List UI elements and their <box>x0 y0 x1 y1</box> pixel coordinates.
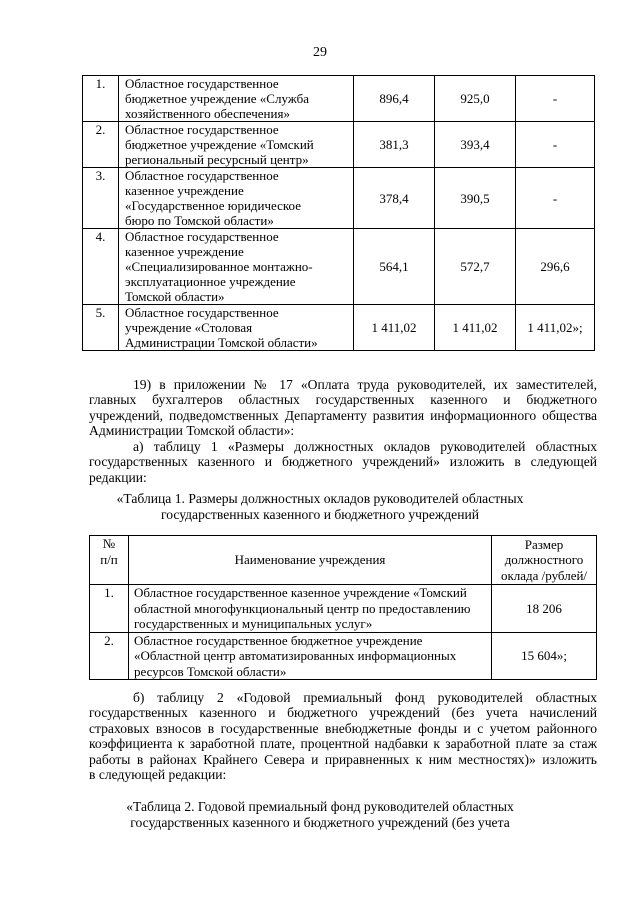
institution-name-line: бюджетное учреждение «Томский <box>125 137 314 152</box>
value-cell: - <box>516 168 595 229</box>
value-cell: 1 411,02 <box>435 305 516 351</box>
institution-name-line: казенное учреждение <box>125 244 244 259</box>
table-row <box>83 122 595 168</box>
value-cell: 572,7 <box>435 229 516 305</box>
salary-table <box>89 535 597 680</box>
table-row <box>90 585 597 633</box>
institution-name-line: Областное государственное <box>125 305 279 320</box>
institution-name-line: хозяйственного обеспечения» <box>125 106 290 121</box>
institution-name-line: государственных и муниципальных услуг» <box>134 616 373 631</box>
institution-name-line: ресурсов Томской области» <box>134 663 287 679</box>
institution-name-line: Областное государственное казенное учреждение «Томский <box>134 585 467 600</box>
row-number: 1. <box>90 585 129 633</box>
paragraph-line: а) таблицу 1 «Размеры должностных окладов руководителей областных <box>133 439 597 454</box>
caption-line: государственных казенного и бюджетного учреждений <box>160 507 480 522</box>
table-1-caption <box>0 491 640 523</box>
row-number: 1. <box>83 76 119 122</box>
row-number: 3. <box>83 168 119 229</box>
paragraph-line: 19) в приложении № 17 «Оплата труда руководителей, их заместителей, <box>133 377 597 392</box>
institution-name-line: Областное государственное <box>125 76 279 91</box>
value-cell: 896,4 <box>354 76 435 122</box>
paragraph-line: государственных казенного и бюджетного учреждений (без учета начислений <box>89 705 597 721</box>
caption-line: государственных казенного и бюджетного учреждений (без учета <box>130 815 510 830</box>
value-cell: 1 411,02»; <box>516 305 595 351</box>
table-row <box>83 229 595 305</box>
paragraph-19 <box>89 377 597 439</box>
institution-name <box>119 122 354 168</box>
institution-name-line: «Государственное юридическое <box>125 198 301 213</box>
institution-name-line: Областное государственное <box>125 229 279 244</box>
paragraph-b <box>89 690 597 782</box>
paragraph-line: б) таблицу 2 «Годовой премиальный фонд руководителей областных <box>133 690 597 705</box>
institution-name-line: учреждение «Столовая <box>125 320 253 335</box>
institution-name <box>129 585 492 633</box>
header-name: Наименование учреждения <box>129 536 492 585</box>
institution-name <box>119 305 354 351</box>
value-cell: 564,1 <box>354 229 435 305</box>
paragraph-line: государственных казенного и бюджетного учреждений» изложить в следующей <box>89 454 597 470</box>
table-row <box>90 632 597 680</box>
header-number-line: № <box>102 536 116 551</box>
value-cell: 296,6 <box>516 229 595 305</box>
caption-line: «Таблица 2. Годовой премиальный фонд руководителей областных <box>126 799 514 814</box>
value-cell: - <box>516 76 595 122</box>
paragraph-a <box>89 439 597 485</box>
value-cell: 381,3 <box>354 122 435 168</box>
header-number-line: п/п <box>100 551 118 567</box>
institution-name-line: областной многофункциональный центр по предоставлению <box>134 600 471 616</box>
header-size-line: Размер <box>524 536 564 552</box>
row-number: 2. <box>90 632 129 680</box>
paragraph-line: коэффициента к заработной плате, процентной надбавки к заработной плате за стаж <box>89 736 597 752</box>
salary-value: 18 206 <box>492 585 597 633</box>
table-row <box>83 76 595 122</box>
paragraph-line: учреждений, подведомственных Департаменту развития информационного общества <box>89 407 597 423</box>
institution-name-line: эксплуатационное учреждение <box>125 274 296 289</box>
value-cell: 1 411,02 <box>354 305 435 351</box>
institution-name <box>119 168 354 229</box>
value-cell: - <box>516 122 595 168</box>
paragraph-line: страховых взносов в государственные внебюджетные фонды и с учетом районного <box>89 720 597 736</box>
paragraph-line: работы в районах Крайнего Севера и приравненных к ним местностях)» изложить <box>89 751 597 767</box>
institution-name-line: бюро по Томской области» <box>125 213 274 228</box>
institution-name-line: казенное учреждение <box>125 183 244 198</box>
page-number: 29 <box>313 45 327 60</box>
value-cell: 378,4 <box>354 168 435 229</box>
institution-name <box>119 76 354 122</box>
salary-value: 15 604»; <box>492 632 597 680</box>
value-cell: 390,5 <box>435 168 516 229</box>
table-row <box>83 168 595 229</box>
institution-name-line: Областное государственное <box>125 168 279 183</box>
header-size-line: должностного <box>504 552 584 568</box>
table-header-row <box>90 536 597 585</box>
table-row <box>83 305 595 351</box>
institution-name <box>119 229 354 305</box>
value-cell: 393,4 <box>435 122 516 168</box>
header-size <box>492 536 597 585</box>
institution-name-line: Областное государственное <box>125 122 279 137</box>
row-number: 4. <box>83 229 119 305</box>
institution-name-line: Областное государственное бюджетное учреждение <box>134 632 423 648</box>
institution-name-line: «Специализированное монтажно- <box>125 259 313 274</box>
table-2-caption <box>0 799 640 831</box>
institution-name-line: «Областной центр автоматизированных информационных <box>134 648 457 663</box>
paragraph-line: главных бухгалтеров областных государственных казенного и бюджетного <box>89 392 597 408</box>
institution-name-line: Томской области» <box>125 289 225 304</box>
paragraph-line: в следующей редакции: <box>89 767 227 783</box>
institution-name-line: региональный ресурсный центр» <box>125 152 309 167</box>
institution-name <box>129 632 492 680</box>
institution-name-line: бюджетное учреждение «Служба <box>125 91 309 106</box>
header-size-line: оклада /рублей/ <box>500 567 588 583</box>
paragraph-line: Администрации Томской области»: <box>89 423 295 439</box>
institution-name-line: Администрации Томской области» <box>125 335 318 350</box>
value-cell: 925,0 <box>435 76 516 122</box>
budget-table <box>82 75 595 351</box>
header-number <box>90 536 129 585</box>
paragraph-line: редакции: <box>89 469 147 485</box>
row-number: 5. <box>83 305 119 351</box>
caption-line: «Таблица 1. Размеры должностных окладов руководителей областных <box>116 491 524 506</box>
row-number: 2. <box>83 122 119 168</box>
